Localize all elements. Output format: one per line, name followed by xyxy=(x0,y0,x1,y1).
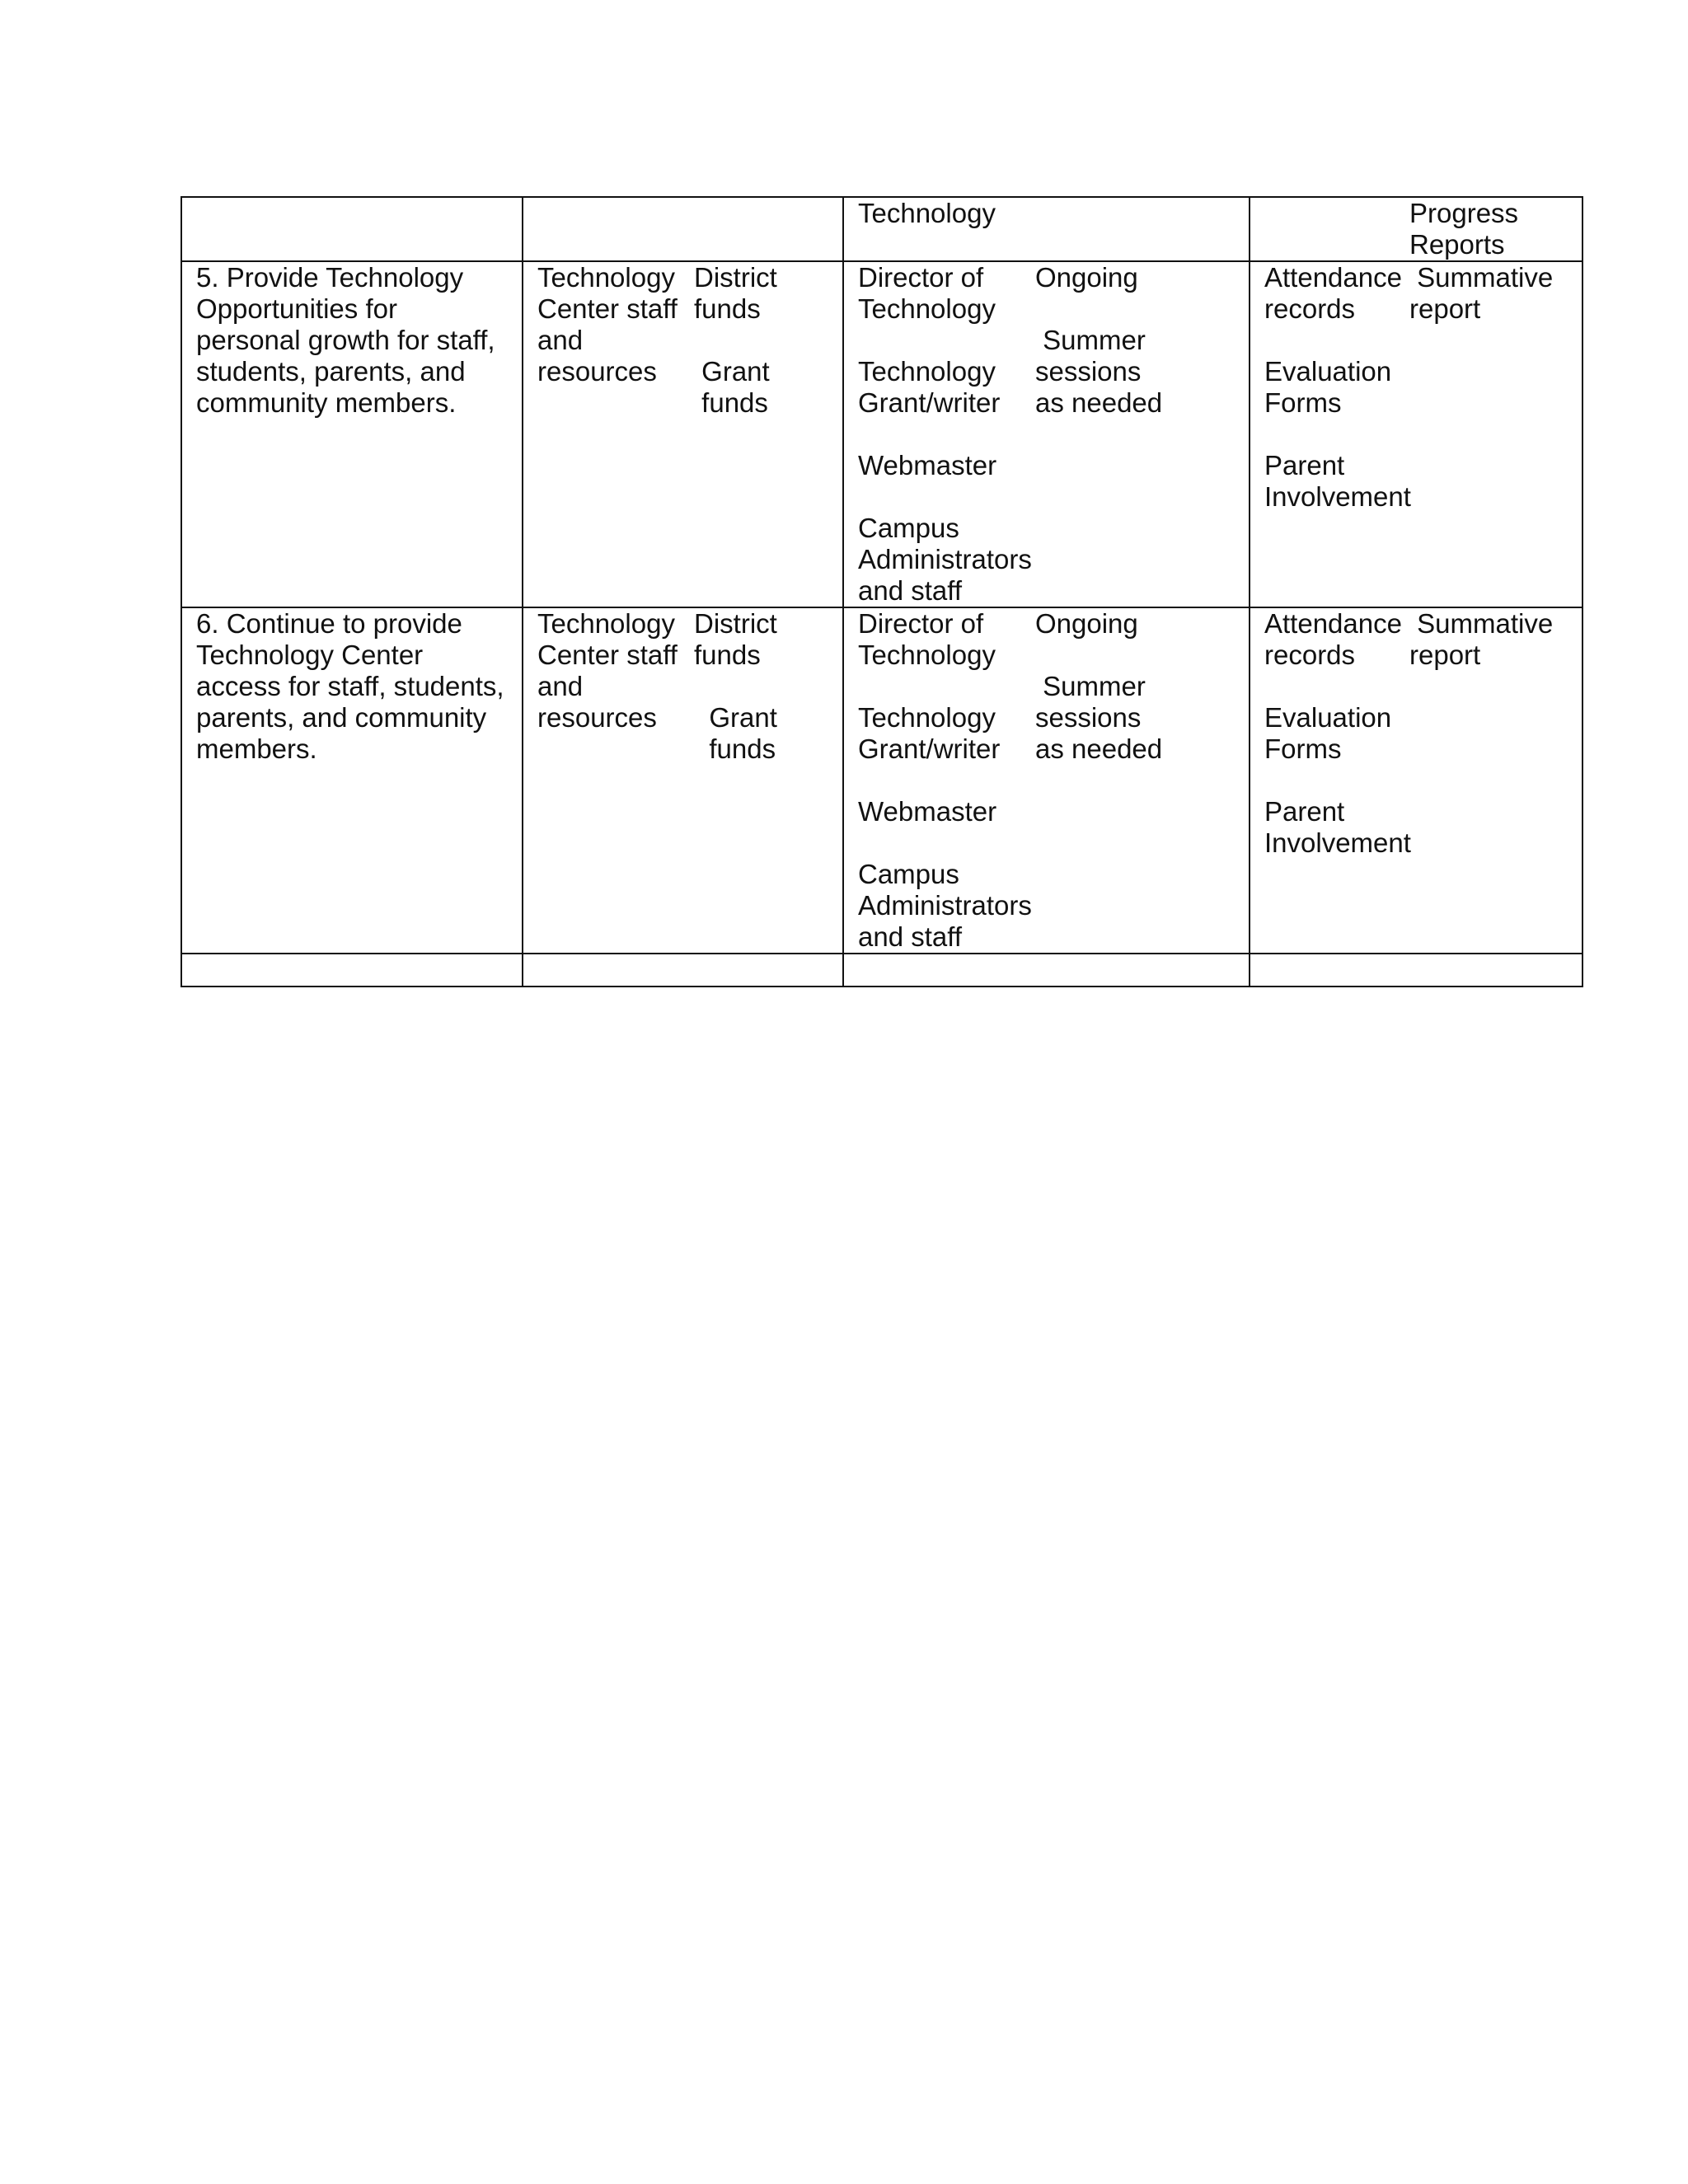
timeline-text: Ongoing Summer sessions as needed xyxy=(1035,262,1163,418)
responsibility-cell xyxy=(843,197,1250,261)
objective-text: 5. Provide Technology Opportunities for personal growth for staff, students, parents, and community members. xyxy=(196,262,495,418)
resources-funds-text xyxy=(694,198,834,260)
resources-staff-text xyxy=(523,198,694,260)
evidence-text xyxy=(1250,954,1409,986)
resources-staff-text: Technology Center staff and resources xyxy=(537,608,678,733)
resources-cell xyxy=(523,954,843,987)
evidence-text xyxy=(1250,198,1409,260)
responsible-text: Technology xyxy=(858,198,996,228)
table-row xyxy=(181,954,1582,987)
responsibility-cell xyxy=(843,261,1250,607)
evidence-text: Attendance records Evaluation Forms Parent Involvement xyxy=(1264,608,1411,858)
responsible-text: Director of Technology Technology Grant/writer Webmaster Campus Administrators and staff xyxy=(858,262,1032,606)
resources-cell xyxy=(523,197,843,261)
resources-funds-text xyxy=(694,954,834,986)
evaluation-text: Summative report xyxy=(1409,262,1554,324)
objective-cell xyxy=(181,954,523,987)
objective-cell xyxy=(181,607,523,954)
resources-staff-text: Technology Center staff and resources xyxy=(537,262,678,387)
evaluation-text: Progress Reports xyxy=(1409,198,1519,260)
timeline-text xyxy=(1035,198,1225,260)
resources-staff-text xyxy=(523,954,694,986)
evidence-text: Attendance records Evaluation Forms Parent Involvement xyxy=(1264,262,1411,512)
resources-funds-text: District funds Grant funds xyxy=(694,262,777,418)
objective-cell xyxy=(181,197,523,261)
resources-funds-text: District funds Grant funds xyxy=(694,608,777,764)
evaluation-cell xyxy=(1250,261,1582,607)
action-plan-table xyxy=(181,196,1583,987)
objective-text: 6. Continue to provide Technology Center access for staff, students, parents, and community members. xyxy=(196,608,504,764)
timeline-text: Ongoing Summer sessions as needed xyxy=(1035,608,1163,764)
responsibility-cell xyxy=(843,954,1250,987)
evaluation-cell xyxy=(1250,954,1582,987)
timeline-text xyxy=(1035,954,1225,986)
table-row xyxy=(181,261,1582,607)
responsible-text: Director of Technology Technology Grant/writer Webmaster Campus Administrators and staff xyxy=(858,608,1032,952)
evaluation-cell xyxy=(1250,607,1582,954)
evaluation-cell xyxy=(1250,197,1582,261)
resources-cell xyxy=(523,261,843,607)
evaluation-text: Summative report xyxy=(1409,608,1554,670)
evaluation-text xyxy=(1409,954,1566,986)
objective-cell xyxy=(181,261,523,607)
resources-cell xyxy=(523,607,843,954)
responsibility-cell xyxy=(843,607,1250,954)
table-row xyxy=(181,607,1582,954)
responsible-text xyxy=(844,954,1035,986)
table-row xyxy=(181,197,1582,261)
